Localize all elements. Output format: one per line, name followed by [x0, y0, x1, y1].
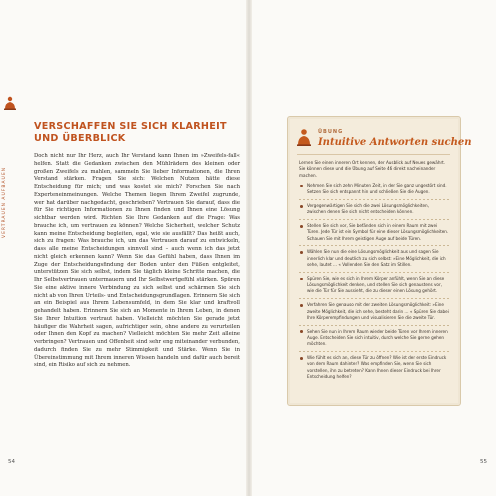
step-text: Verfahren Sie genauso mit der zweiten Lösungsmöglichkeit: »Eine zweite Möglichkeit, die ich sehe, besteht darin … « Spüren Sie dabei Ihre Körperempfindungen und visualisieren Sie die zweite Tür.: [307, 302, 449, 320]
exercise-step: [299, 249, 449, 268]
step-text: Wie fühlt es sich an, diese Tür zu öffnen? Wie ist der erste Eindruck von dem Raum dahinter? Was empfinden Sie, wenn Sie sich vorstellen, ihn zu betreten? Kann Ihnen dieser Eindruck bei Ihrer Entscheidung helfen?: [307, 355, 447, 379]
left-body-text: Doch nicht nur Ihr Herz, auch Ihr Verstand kann Ihnen im »Zweifels-fall« helfen. Statt die Gedanken zwischen den Mühlrädern des kleinen oder großen Zweifels zu mahlen, sammeln Sie lieber Informationen, die Ihren Verstand stärken. Fragen Sie sich: Welchen Nutzen hätte diese Entscheidung für mich; und was kostet sie mich? Forschen Sie nach Experteneinmeinungen. Welche Themen liegen Ihrem Zweifel zugrunde, wer hat darüber nachgedacht, geschrieben? Vertrauen Sie darauf, dass die für Sie richtigen Informationen zu Ihnen finden und Ihnen eine Lösung sichtbar werden wird. Richten Sie Ihre Gedanken auf die Frage: Was brauche ich, um vertrauen zu können? Welche Sicherheit, welcher Schutz kann meine Entscheidung begleiten, egal, wie sie ausfällt? Das heißt auch, sich zu fragen: Was brauche ich, um das Vertrauen darauf zu entwickeln, dass alle meine Entscheidungen sinnvoll sind – auch wenn ich das jetzt nicht gleich erkennen kann? Wenn Sie das Gefühl haben, dass Ihnen im Zuge der Entscheidungsfindung der Boden unter den Füßen entgleitet, unterstützen Sie sich selbst, indem Sie täglich kleine Schritte machen, die Ihr Selbstvertrauen untermauern und Ihr Selbstwertgefühl stärken. Spüren Sie eine aktive innere Verbindung zu sich selbst und schärmen Sie sich nicht ab von Ihren Urteils- und Entscheidungsgrundlagen. Erinnern Sie sich an ein Beispiel aus Ihrem Lebensumfeld, in dem Sie klar und kraftvoll gehandelt haben. Erinnern Sie sich an Momente in Ihrem Leben, in denen Sie Ihrer Intuition vertraut haben. Vielleicht möchten Sie gerade jetzt häufiger die Wahrheit sagen, aufrichtiger sein, ohne andere zu verurteilen oder Ihnen den Kopf zu machen? Vielleicht möchten Sie mehr Zeit alleine verbringen? Vertrauen und Offenheit sind sehr eng miteinander verbunden, dadurch finden Sie zu mehr Stimmigkeit und Stärke. Wenn Sie in Übereinstimmung mit Ihrem inneren Wissen handeln und dafür auch bereit sind, ein Risiko auf sich zu nehmen.: [34, 153, 240, 369]
divider: [299, 199, 449, 200]
book-gutter: [246, 0, 252, 496]
step-text: Spüren Sie, wie es sich in Ihrem Körper anfühlt, wenn Sie an diese Lösungsmöglichkeit denken, und stellen Sie sich genaustens vor, wie die Tür für Sie aussieht, die zu dieser einen Lösung gehört.: [307, 275, 445, 294]
buddha-icon: [297, 128, 311, 146]
exercise-step: [299, 302, 449, 321]
exercise-step: [299, 355, 449, 380]
bullet-icon: [300, 185, 303, 188]
exercise-step: [299, 223, 449, 242]
divider: [299, 272, 449, 273]
divider: [299, 298, 449, 299]
bullet-icon: [300, 304, 303, 307]
step-text: Stellen Sie sich vor, Sie befänden sich in einem Raum mit zwei Türen. Jede Tür ist ein Symbol für eine dieser Lösungsmöglichkeiten. Schauen Sie mit Ihrem geistigen Auge auf beide Türen.: [307, 223, 449, 241]
heading-line-1: VERSCHAFFEN SIE SICH KLARHEIT: [34, 121, 227, 132]
section-side-label: VERTRAUEN AUFBAUEN: [2, 166, 7, 238]
divider: [299, 245, 449, 246]
exercise-label: ÜBUNG: [318, 129, 344, 135]
exercise-step: [299, 183, 449, 196]
step-text: Sehen Sie nun in Ihrem Raum wieder beide Türen vor Ihrem inneren Auge. Entscheiden Sie sich intuitiv, durch welche Sie gerne gehen möchten.: [307, 328, 448, 347]
buddha-icon: [4, 96, 16, 110]
bullet-icon: [300, 278, 303, 281]
divider: [299, 325, 449, 326]
step-text: Vergegenwärtigen Sie sich die zwei Lösungsmöglichkeiten, zwischen denen Sie sich nicht entscheiden können.: [307, 202, 429, 215]
bullet-icon: [300, 330, 303, 333]
exercise-title: Intuitive Antworten suchen: [318, 137, 472, 148]
page-number-right: 55: [480, 459, 487, 465]
divider: [297, 154, 450, 155]
step-text: Wählen Sie nun die eine Lösungsmöglichkeit aus und sagen Sie innerlich klar und deutlich zu sich selbst: »Eine Möglichkeit, die ich sehe, lautet … « Vollenden Sie den Satz im Stillen.: [307, 249, 446, 268]
divider: [299, 351, 449, 352]
divider: [299, 219, 449, 220]
step-text: Nehmen Sie sich zehn Minuten Zeit, in der Sie ganz ungestört sind. Setzen Sie sich entspannt hin und schließen Sie die Augen.: [307, 182, 447, 195]
exercise-step: [299, 329, 449, 348]
bullet-icon: [300, 225, 303, 228]
page-number-left: 54: [8, 459, 15, 465]
bullet-icon: [300, 205, 303, 208]
heading-line-2: UND ÜBERBLICK: [34, 133, 126, 144]
section-heading: [34, 121, 234, 145]
bullet-icon: [300, 357, 303, 360]
exercise-intro: Lernen Sie einen inneren Ort kennen, der Ausblick auf Neues gewährt. Sie können diese und die Übung auf Seite 46 direkt nacheinander machen.: [299, 160, 446, 178]
exercise-step: [299, 203, 449, 216]
bullet-icon: [300, 251, 303, 254]
exercise-step: [299, 276, 449, 295]
exercise-body: [299, 160, 449, 384]
